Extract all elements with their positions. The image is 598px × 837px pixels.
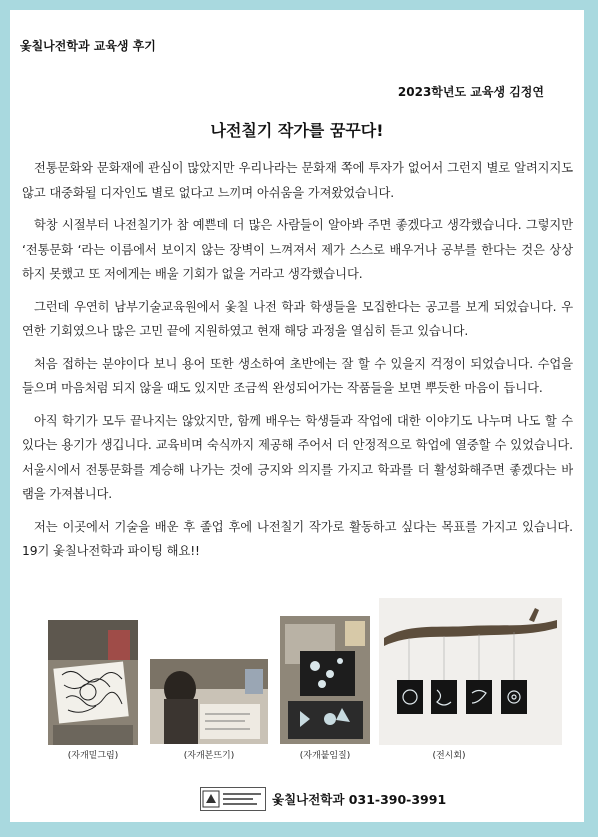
article-body: [22, 156, 573, 572]
photo-attaching: [280, 616, 370, 744]
document-page: [10, 10, 584, 822]
footer: [200, 787, 446, 811]
paragraph: 그런데 우연히 남부기술교육원에서 옻칠 나전 학과 학생들을 모집한다는 공고를 보게 되었습니다. 우연한 기회였으나 많은 고민 끝에 지원하였고 현재 해당 과정을 열심히 듣고 있습니다.: [22, 299, 573, 338]
caption-sketch: (자개밑그림): [67, 751, 119, 761]
photo-tracing: [150, 659, 268, 744]
photo-exhibition: [379, 598, 562, 745]
caption-attaching: (자개붙임질): [299, 751, 351, 761]
header-title: 옻칠나전학과 교육생 후기: [20, 39, 156, 53]
paragraph: 학창 시절부터 나전칠기가 참 예쁜데 더 많은 사람들이 알아봐 주면 좋겠다고 생각했습니다. 그렇지만 ‘전통문화 ‘라는 이름에서 보이지 않는 장벽이 느껴져서 제가 스스로 배우거나 공부를 한다는 것은 상상하지 못했고 또 저에게는 배울 기회가 없을 거라고 생각했습니다.: [22, 218, 573, 281]
paragraph: 저는 이곳에서 기술을 배운 후 졸업 후에 나전칠기 작가로 활동하고 싶다는 목표를 가지고 있습니다. 19기 옻칠나전학과 파이팅 해요!!: [22, 519, 573, 558]
institute-logo: [200, 787, 266, 811]
photo-sketch: [48, 620, 138, 745]
article-title: 나전칠기 작가를 꿈꾸다!: [210, 121, 384, 140]
caption-exhibition: (전시회): [432, 751, 466, 761]
footer-contact: 옻칠나전학과 031-390-3991: [272, 792, 447, 807]
paragraph: 전통문화와 문화재에 관심이 많았지만 우리나라는 문화재 쪽에 투자가 없어서 그런지 별로 알려지지도 않고 대중화될 디자인도 별로 없다고 느끼며 아쉬움을 가져왔었습니다.: [22, 161, 573, 200]
paragraph: 처음 접하는 분야이다 보니 용어 또한 생소하여 초반에는 잘 할 수 있을지 걱정이 되었습니다. 수업을 들으며 마음처럼 되지 않을 때도 있지만 조금씩 완성되어가는 작품들을 보면 뿌듯한 마음이 듭니다.: [22, 356, 573, 395]
author-line: 2023학년도 교육생 김정연: [397, 85, 544, 99]
paragraph: 아직 학기가 모두 끝나지는 않았지만, 함께 배우는 학생들과 작업에 대한 이야기도 나누며 나도 할 수 있다는 용기가 생깁니다. 교육비며 숙식까지 제공해 주어서 더 안정적으로 학업에 열중할 수 있었습니다. 서울시에서 전통문화를 계승해 나가는 것에 긍지와 의지를 가지고 학과를 더 활성화해주면 좋겠다는 바램을 가져봅니다.: [22, 413, 573, 501]
caption-tracing: (자개본뜨기): [183, 751, 235, 761]
